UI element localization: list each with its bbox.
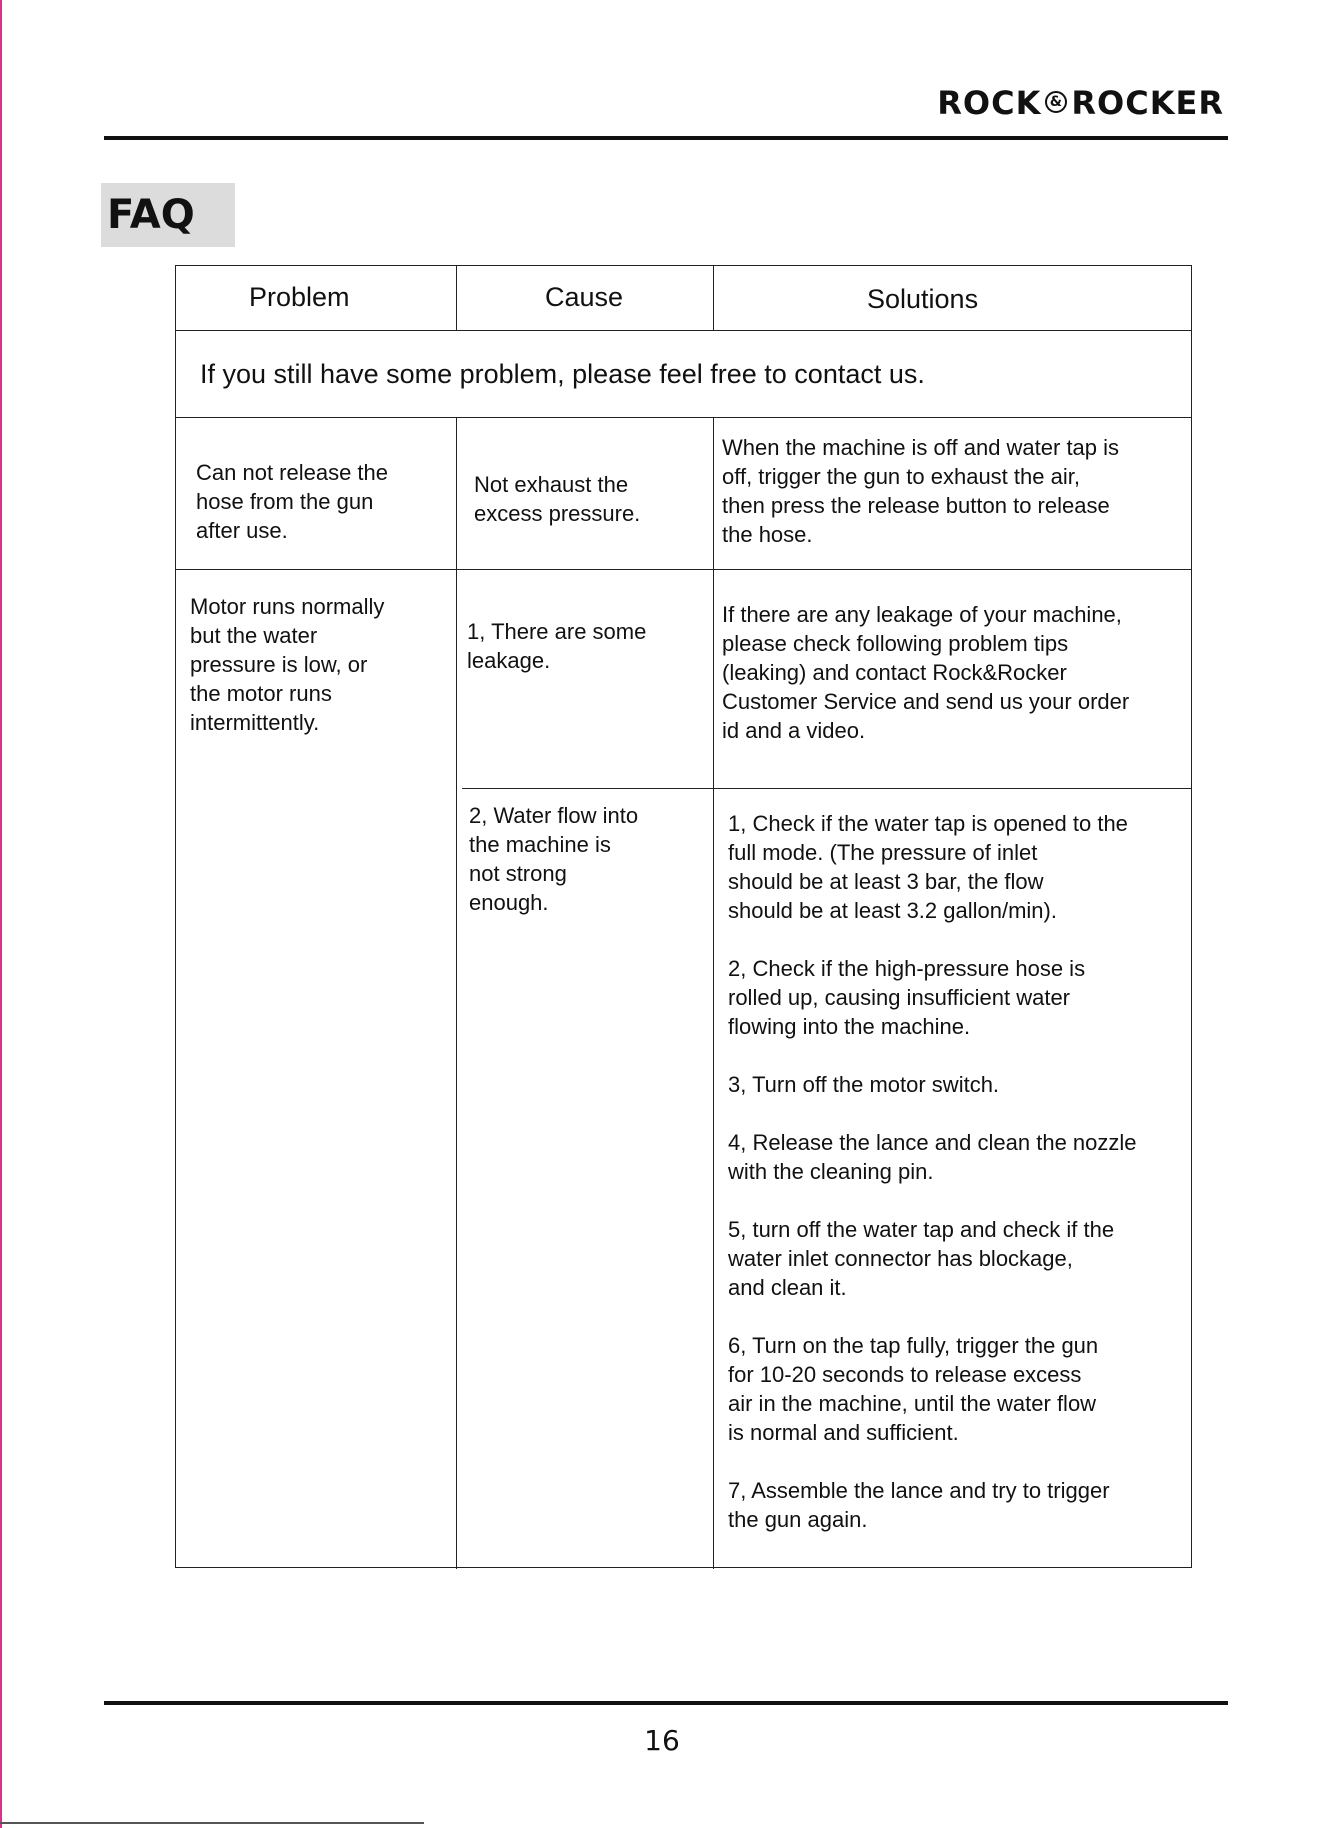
row-2-cause-2: 2, Water flow into the machine is not strong enough. — [469, 803, 639, 915]
footer-divider — [104, 1701, 1228, 1705]
page-number: 16 — [644, 1724, 680, 1757]
row-1-divider — [176, 569, 1191, 570]
header-problem: Problem — [249, 282, 350, 312]
solution-step-6: 6, Turn on the tap fully, trigger the gun for 10-20 seconds to release excess air in the machine, until the water flow is normal and sufficient. — [728, 1333, 1099, 1445]
solution-step-3: 3, Turn off the motor switch. — [728, 1072, 1000, 1097]
brand-logo-amp: & — [1045, 91, 1067, 113]
row-1-problem: Can not release the hose from the gun after use. — [196, 460, 389, 543]
note-row-divider — [176, 417, 1191, 418]
row-2-solution-1: If there are any leakage of your machine, please check following problem tips (leaking) and contact Rock&Rocker Customer Service and send us your order id and a video. — [722, 602, 1130, 743]
solution-step-2: 2, Check if the high-pressure hose is rolled up, causing insufficient water flowing into the machine. — [728, 956, 1086, 1039]
header-solutions: Solutions — [867, 284, 979, 314]
row-1-cause: Not exhaust the excess pressure. — [474, 472, 641, 526]
row-1-solution: When the machine is off and water tap is off, trigger the gun to exhaust the air, then press the release button to release the hose. — [722, 435, 1120, 547]
column-divider-2 — [713, 266, 714, 1569]
row-2-problem: Motor runs normally but the water pressure is low, or the motor runs intermittently. — [190, 594, 385, 735]
solution-step-5: 5, turn off the water tap and check if the water inlet connector has blockage, and clean it. — [728, 1217, 1115, 1300]
solution-step-7: 7, Assemble the lance and try to trigger the gun again. — [728, 1478, 1110, 1532]
brand-logo — [937, 84, 1224, 122]
header-cause: Cause — [545, 282, 624, 312]
header-divider — [104, 136, 1228, 140]
faq-table — [175, 265, 1192, 1568]
section-title: FAQ — [101, 183, 235, 247]
footer-mark — [0, 1822, 424, 1824]
brand-logo-right: ROCKER — [1071, 84, 1224, 122]
row-2-solution-2 — [728, 809, 1188, 1563]
subrow-divider — [462, 788, 1191, 789]
page-edge-rule — [0, 0, 2, 1828]
solution-step-1: 1, Check if the water tap is opened to the full mode. (The pressure of inlet should be at least 3 bar, the flow should be at least 3.2 gallon/min). — [728, 811, 1128, 923]
contact-note: If you still have some problem, please feel free to contact us. — [200, 359, 925, 389]
row-2-cause-1: 1, There are some leakage. — [467, 619, 647, 673]
solution-step-4: 4, Release the lance and clean the nozzle with the cleaning pin. — [728, 1130, 1137, 1184]
brand-logo-left: ROCK — [937, 84, 1042, 122]
column-divider-1 — [456, 266, 457, 1569]
